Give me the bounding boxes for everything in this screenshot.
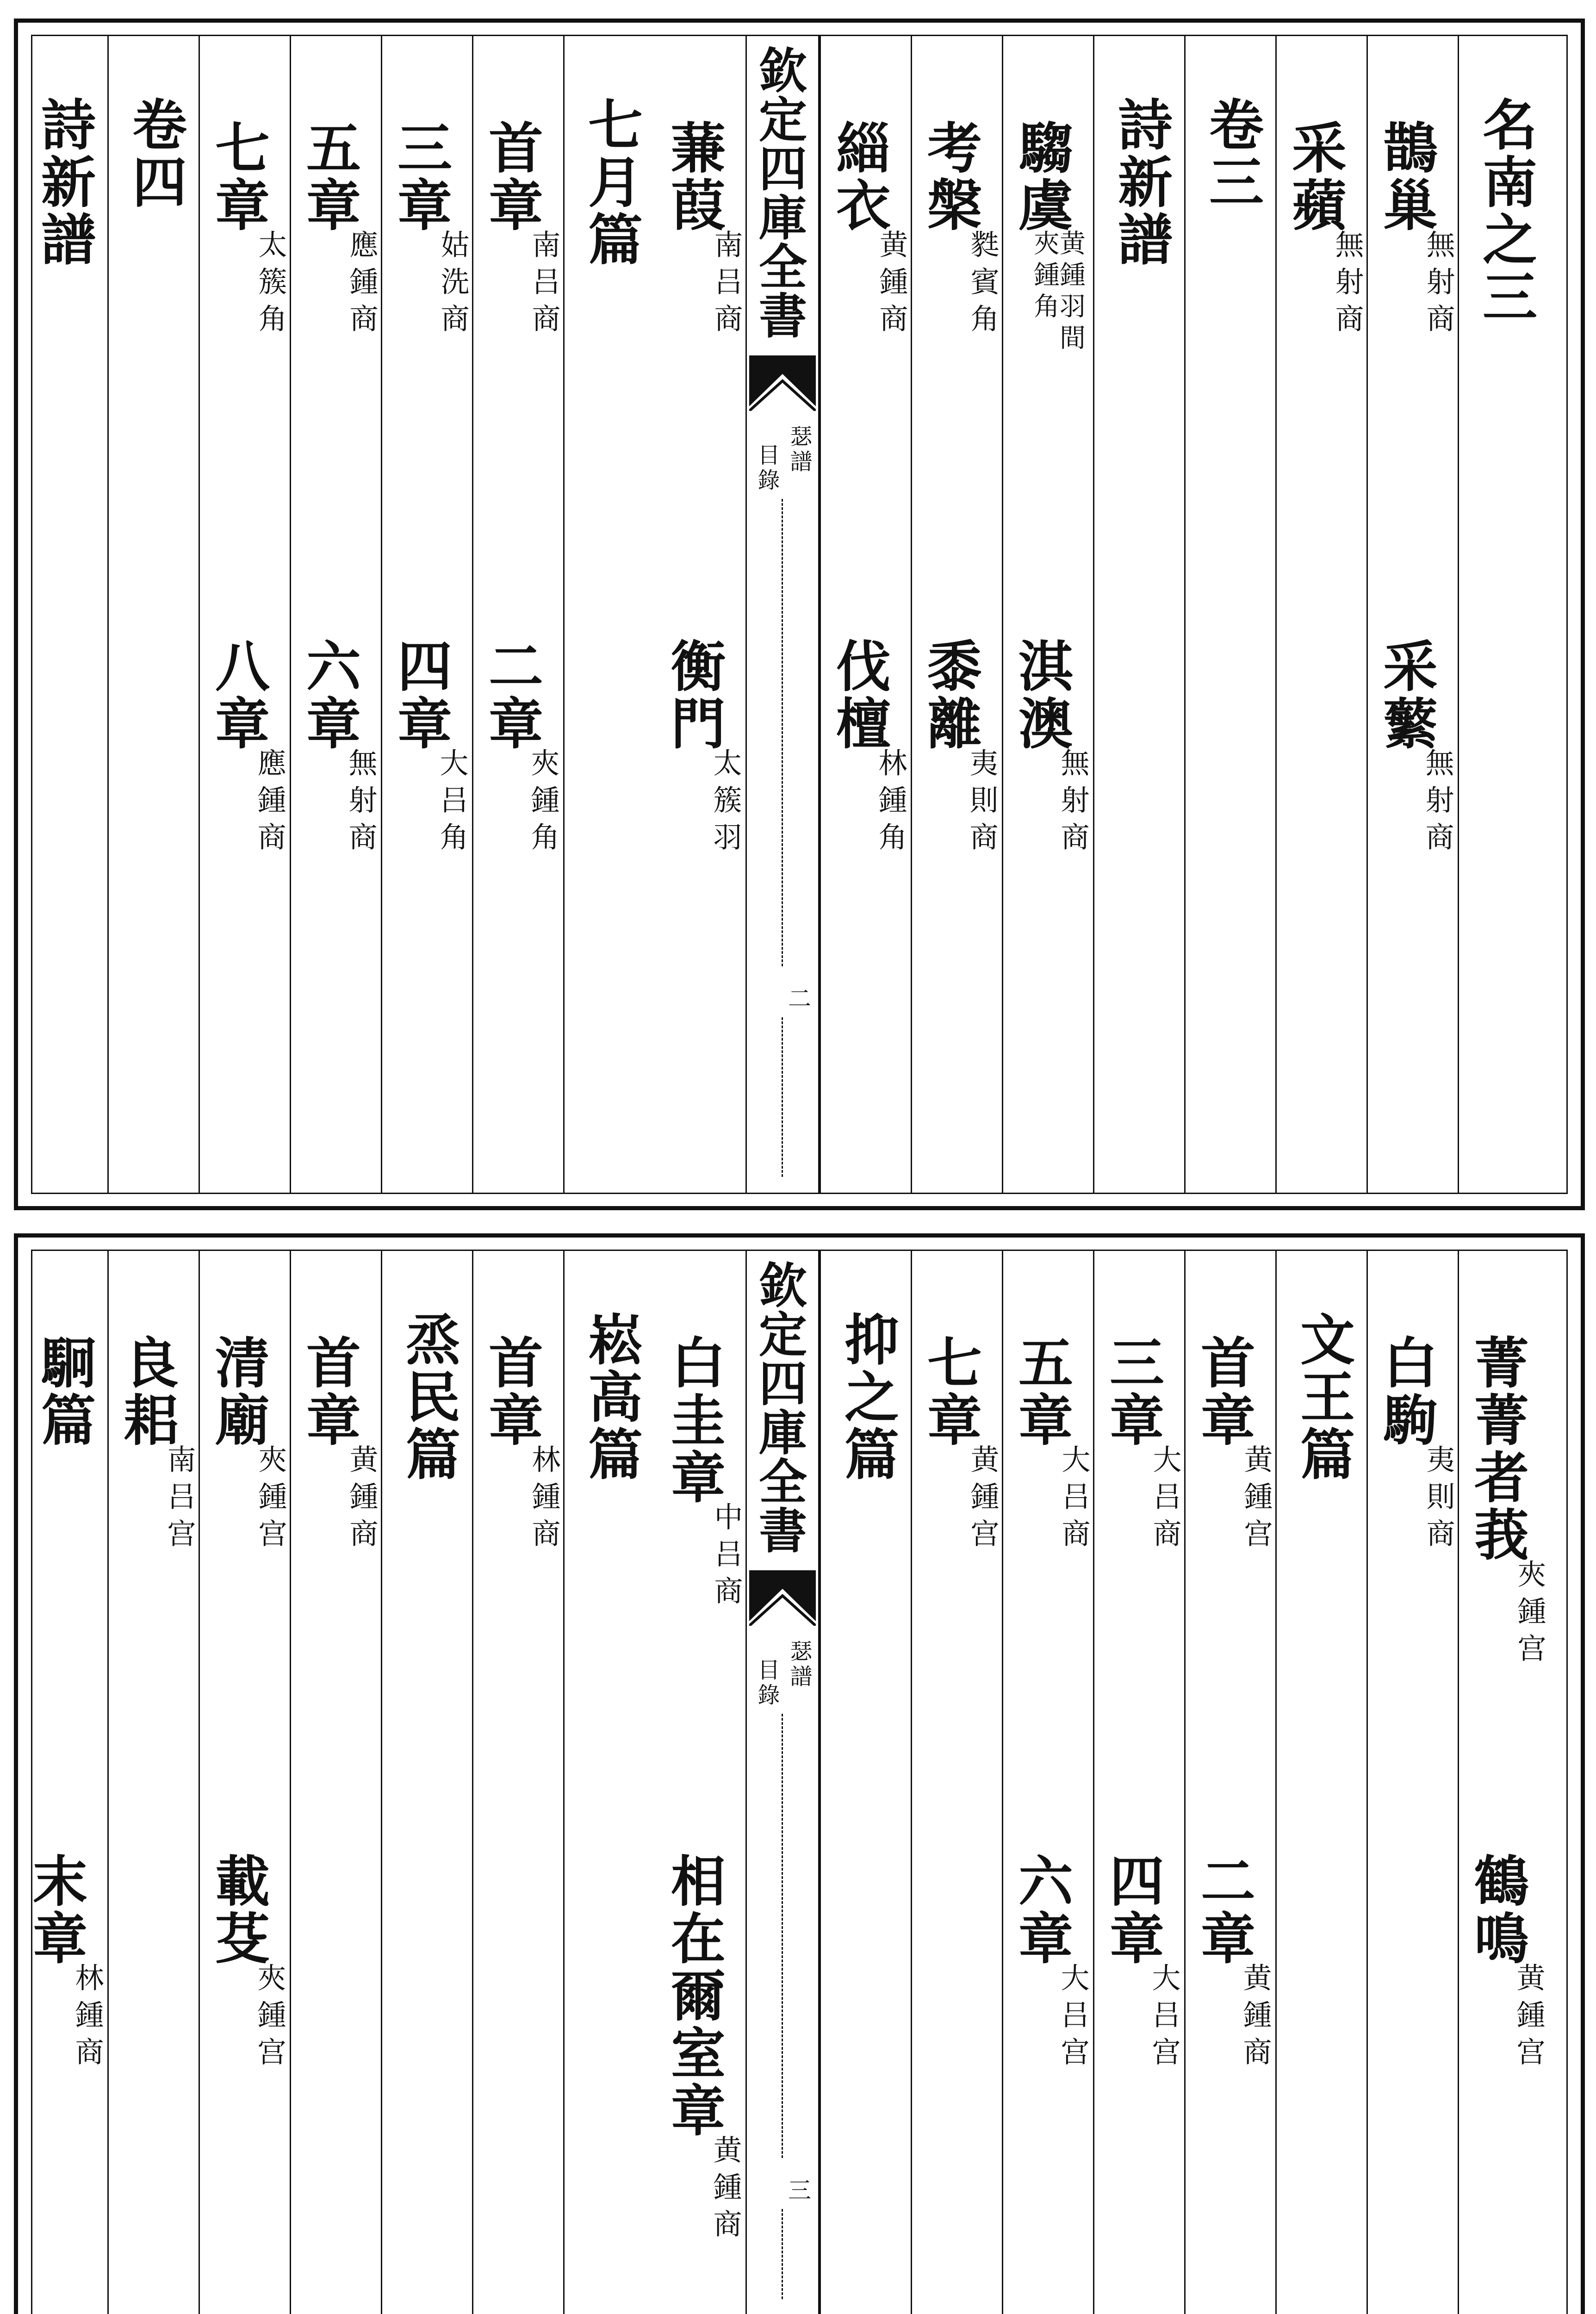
folio-page-number: 二 (788, 985, 811, 1012)
mode-annotation: 㽔賓角 (966, 230, 1000, 341)
text-column (18, 36, 106, 1193)
entry-title: 八章 (206, 638, 270, 753)
upper-book-page (14, 19, 1585, 1210)
mode-annotation: 南吕宫 (162, 1444, 196, 1555)
entry-title: 烝民篇 (397, 1311, 461, 1483)
entry-title: 鶴鳴 (1465, 1853, 1529, 1967)
entry-title: 伐檀 (827, 638, 891, 753)
entry-title: 四章 (388, 638, 453, 753)
mode-annotation: 夷則商 (1422, 1444, 1455, 1555)
text-column (109, 36, 198, 1193)
text-column (656, 1251, 745, 2314)
text-column (821, 36, 910, 1193)
entry-title: 載芟 (206, 1853, 270, 1967)
text-column (18, 1251, 106, 2314)
text-column (1277, 1251, 1366, 2314)
entry-title: 鵲巢 (1374, 119, 1438, 234)
mode-annotation: 黄鍾宫 (1512, 1963, 1546, 2074)
entry-title: 末章 (24, 1853, 88, 1967)
column-rule (199, 1251, 200, 2314)
entry-title: 采蘩 (1374, 638, 1438, 753)
mode-annotation: 無射商 (1422, 230, 1455, 341)
entry-title: 名南之三 (1473, 96, 1538, 326)
text-column (474, 1251, 562, 2314)
section-label: 目錄 (754, 443, 780, 493)
text-column (200, 36, 289, 1193)
mode-annotation: 夾鍾宫 (1513, 1559, 1546, 1670)
text-column (292, 36, 380, 1193)
section-label: 目錄 (754, 1658, 780, 1708)
text-column (565, 36, 653, 1193)
mode-annotation: 大吕宫 (1056, 1963, 1090, 2074)
mode-annotation: 無射商 (1056, 748, 1090, 859)
entry-title: 卷三 (1200, 96, 1264, 211)
entry-title: 黍離 (918, 638, 982, 753)
column-rule (381, 36, 382, 1193)
text-column (656, 36, 745, 1193)
entry-title: 首章 (297, 1334, 361, 1449)
entry-title: 考槃 (918, 119, 982, 234)
lower-book-page (14, 1233, 1585, 2314)
entry-title: 二章 (1192, 1853, 1256, 1967)
column-rule (381, 1251, 382, 2314)
mode-annotation: 大吕角 (435, 748, 469, 859)
mode-annotation: 大吕商 (1148, 1444, 1182, 1555)
text-column (1459, 1251, 1548, 2314)
entry-title: 首章 (479, 1334, 544, 1449)
column-rule (107, 1251, 109, 2314)
mode-annotation: 夾鍾宫 (253, 1963, 286, 2074)
entry-title: 文王篇 (1291, 1311, 1355, 1483)
column-rule (563, 1251, 565, 2314)
text-column (383, 1251, 471, 2314)
text-column (1459, 36, 1548, 1193)
column-rule (1275, 1251, 1277, 2314)
column-rule (16, 1251, 18, 2314)
column-rule (1002, 36, 1003, 1193)
entry-title: 首章 (479, 119, 544, 234)
entry-title: 二章 (479, 638, 544, 753)
text-column (1095, 1251, 1183, 2314)
mode-annotation: 無射商 (1330, 230, 1364, 341)
text-column (1095, 36, 1183, 1193)
fold-line (745, 36, 747, 1193)
fold-dash-line (782, 2209, 784, 2299)
fold-dash-line (782, 1714, 784, 2158)
entry-title: 詩新譜 (32, 96, 96, 268)
column-rule (472, 1251, 473, 2314)
mode-annotation: 大吕商 (1057, 1444, 1091, 1555)
text-column (1004, 36, 1092, 1193)
entry-title: 卷四 (123, 96, 187, 211)
entry-title: 衡門 (662, 638, 726, 753)
mode-annotation: 太簇角 (254, 230, 287, 341)
mode-annotation: 黄鍾商 (875, 230, 908, 341)
entry-title: 詩新譜 (1109, 96, 1173, 268)
entry-title: 相在爾室章 (662, 1853, 726, 2140)
text-column (200, 1251, 289, 2314)
column-rule (563, 36, 565, 1193)
entry-title: 七月篇 (579, 96, 643, 268)
fold-line (818, 1251, 820, 2314)
entry-title: 抑之篇 (835, 1311, 900, 1483)
mode-annotation: 中吕商 (709, 1502, 743, 1613)
upper-page-frame (31, 35, 1568, 1194)
mode-annotation: 無射商 (1421, 748, 1454, 859)
text-column (913, 1251, 1001, 2314)
book-name: 瑟譜 (786, 425, 812, 475)
entry-title: 采蘋 (1283, 119, 1347, 234)
text-column (1368, 1251, 1457, 2314)
mode-annotation: 應鍾商 (253, 748, 286, 859)
fold-line (745, 1251, 747, 2314)
mode-annotation: 黄鍾商 (345, 1444, 379, 1555)
mode-annotation: 無射商 (344, 748, 378, 859)
column-rule (820, 36, 821, 1193)
center-fold-column (745, 36, 820, 1193)
column-rule (1093, 36, 1094, 1193)
mode-annotation: 黄鍾宫 (1239, 1444, 1273, 1555)
mode-annotation: 南吕商 (527, 230, 561, 341)
mode-annotation: 太簇羽 (708, 748, 742, 859)
column-rule (199, 36, 200, 1193)
entry-title: 崧高篇 (579, 1311, 643, 1483)
column-rule (1184, 36, 1186, 1193)
column-rule (107, 36, 109, 1193)
column-rule (290, 36, 291, 1193)
center-fold-column (745, 1251, 820, 2314)
entry-title: 淇澳 (1009, 638, 1074, 753)
mode-annotation: 應鍾商 (345, 230, 379, 341)
text-column (109, 1251, 198, 2314)
column-rule (1275, 36, 1277, 1193)
text-column (1186, 1251, 1274, 2314)
book-title: 欽定四庫全書 (751, 1260, 807, 1555)
entry-title: 白圭章 (662, 1334, 726, 1506)
column-rule (1002, 1251, 1003, 2314)
entry-title: 三章 (388, 119, 453, 234)
mode-annotation: 南吕商 (709, 230, 743, 341)
fold-dash-line (782, 499, 784, 966)
folio-page-number: 三 (788, 2177, 811, 2204)
mode-annotation: 夾鍾宫 (254, 1444, 287, 1555)
column-rule (290, 1251, 291, 2314)
column-rule (911, 1251, 912, 2314)
mode-annotation: 夾鍾角 (526, 748, 560, 859)
text-column (1186, 36, 1274, 1193)
column-rule (1458, 36, 1459, 1193)
entry-title: 七章 (206, 119, 270, 234)
mode-annotation: 黄鍾商 (708, 2135, 742, 2246)
fishtail-icon (749, 355, 816, 411)
book-title: 欽定四庫全書 (751, 45, 807, 340)
entry-title: 六章 (297, 638, 361, 753)
mode-annotation: 林鍾商 (527, 1444, 561, 1555)
entry-title: 騶虞 (1009, 119, 1074, 234)
mode-annotation: 林鍾商 (70, 1963, 104, 2074)
entry-title: 緇衣 (827, 119, 891, 234)
entry-title: 首章 (1192, 1334, 1256, 1449)
entry-title: 七章 (918, 1334, 982, 1449)
entry-title: 五章 (1009, 1334, 1074, 1449)
mode-annotation: 大吕宫 (1147, 1963, 1181, 2074)
column-rule (1366, 1251, 1368, 2314)
entry-title: 蒹葭 (662, 119, 726, 234)
entry-title: 菁菁者莪 (1465, 1334, 1529, 1564)
mode-annotation: 黄鍾羽間夾鍾角 (1030, 230, 1086, 355)
fishtail-icon (749, 1570, 816, 1626)
column-rule (1458, 1251, 1459, 2314)
entry-title: 六章 (1009, 1853, 1074, 1967)
text-column (474, 36, 562, 1193)
text-column (913, 36, 1001, 1193)
column-rule (911, 36, 912, 1193)
fold-dash-line (782, 1017, 784, 1177)
mode-annotation: 黄鍾宫 (966, 1444, 1000, 1555)
column-rule (1093, 1251, 1094, 2314)
entry-title: 五章 (297, 119, 361, 234)
text-column (565, 1251, 653, 2314)
text-column (383, 36, 471, 1193)
mode-annotation: 林鍾角 (874, 748, 907, 859)
column-rule (820, 1251, 821, 2314)
fold-line (818, 36, 820, 1193)
text-column (821, 1251, 910, 2314)
text-column (1277, 36, 1366, 1193)
book-name: 瑟譜 (786, 1640, 812, 1690)
mode-annotation: 姑洗商 (436, 230, 470, 341)
mode-annotation: 黄鍾商 (1238, 1963, 1272, 2074)
text-column (1004, 1251, 1092, 2314)
entry-title: 清廟 (206, 1334, 270, 1449)
entry-title: 良耜 (115, 1334, 179, 1449)
entry-title: 三章 (1100, 1334, 1165, 1449)
entry-title: 白駒 (1374, 1334, 1438, 1449)
text-column (292, 1251, 380, 2314)
lower-page-frame (24, 1250, 1568, 2314)
text-column (1368, 36, 1457, 1193)
column-rule (1184, 1251, 1186, 2314)
entry-title: 駉篇 (32, 1334, 96, 1449)
column-rule (16, 36, 18, 1193)
column-rule (1366, 36, 1368, 1193)
column-rule (472, 36, 473, 1193)
mode-annotation: 夷則商 (965, 748, 999, 859)
entry-title: 四章 (1100, 1853, 1165, 1967)
